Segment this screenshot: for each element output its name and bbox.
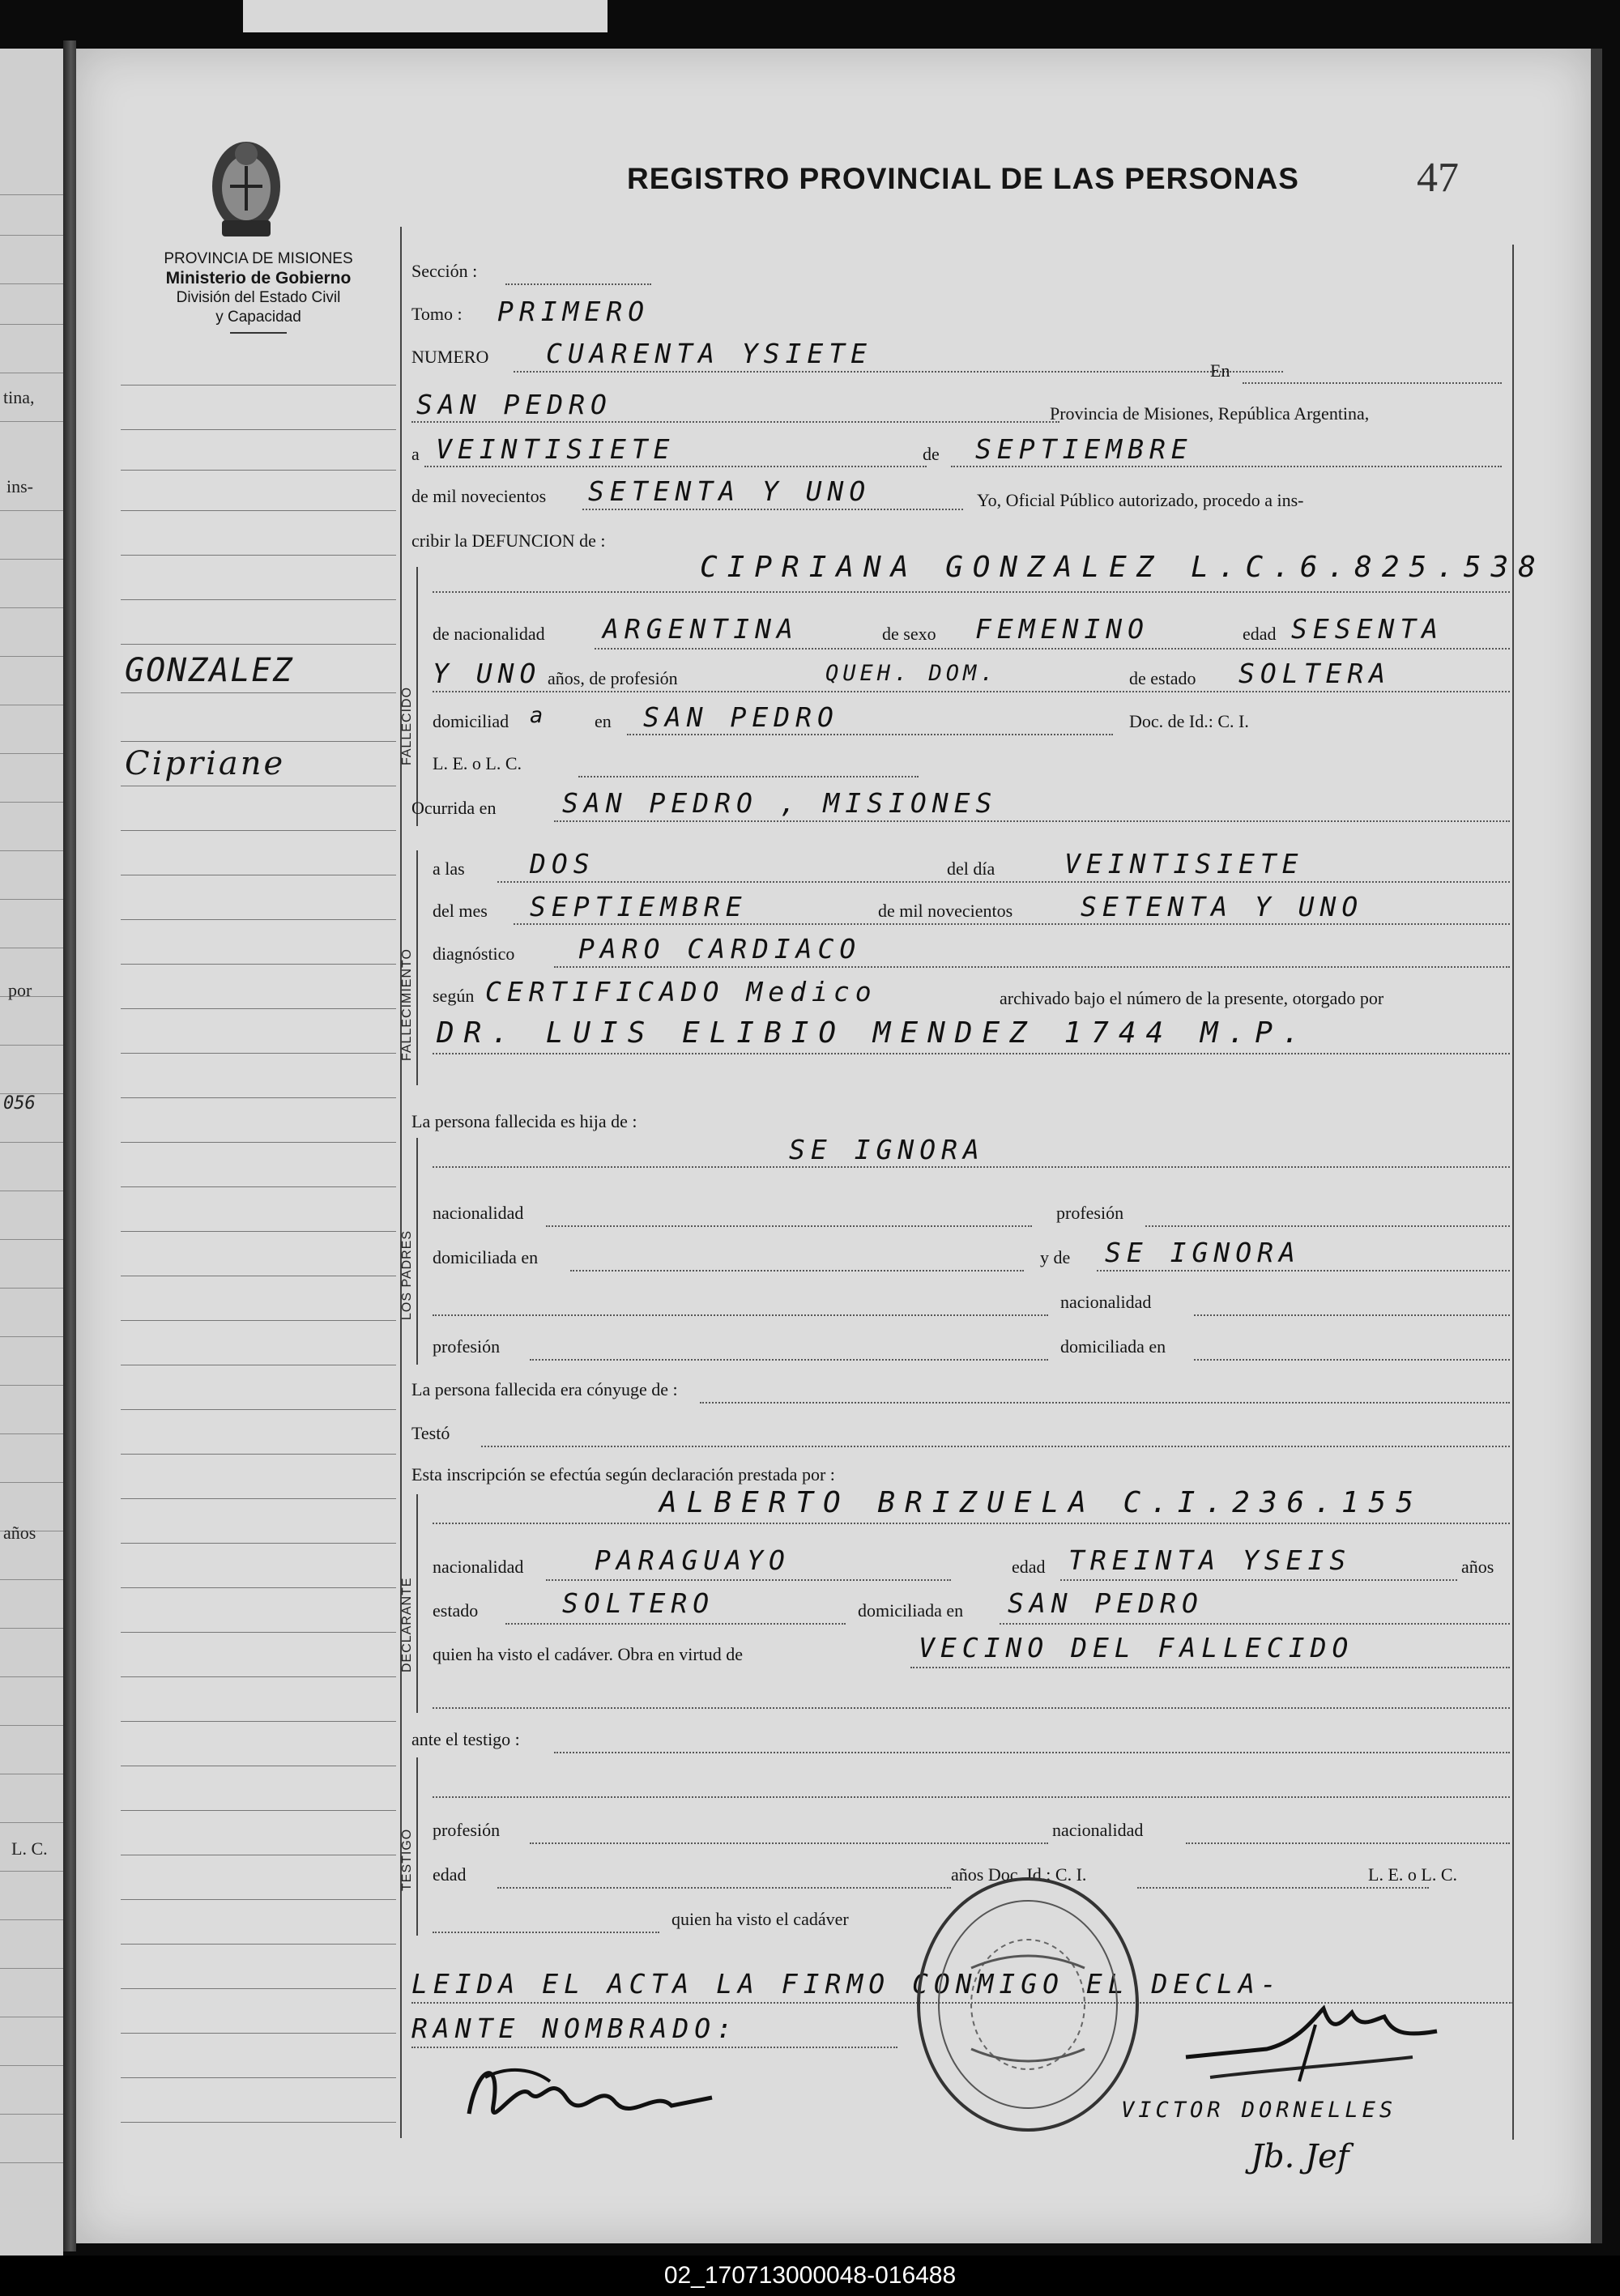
deceased-name: CIPRIANA GONZALEZ L.C.6.825.538 (700, 551, 1545, 584)
testigo-nacionalidad-label: nacionalidad (1052, 1820, 1144, 1840)
name-line (433, 591, 1510, 593)
visto-line (910, 1667, 1510, 1668)
edad-value-2: Y UNO (433, 658, 542, 689)
domicilio-value: SAN PEDRO (643, 701, 839, 733)
padre-value: SE IGNORA (789, 1134, 985, 1165)
declarante-estado-value: SOLTERO (562, 1587, 715, 1619)
declarante-nacionalidad-line (546, 1579, 951, 1581)
doc-label: Doc. de Id.: C. I. (1129, 711, 1249, 731)
numero-line (514, 371, 1283, 373)
estado-value: SOLTERA (1238, 658, 1392, 689)
madre-domicilio-label: domiciliada en (1060, 1336, 1166, 1357)
madre-profesion-line (530, 1359, 1048, 1361)
diagnostico-value: PARO CARDIACO (578, 933, 862, 965)
testo-line (481, 1446, 1510, 1447)
declarante-anos-label: años (1461, 1557, 1494, 1577)
margin-given-name: Cipriane (125, 745, 286, 782)
testigo-name-line (433, 1796, 1510, 1798)
place-value: SAN PEDRO (416, 389, 612, 420)
testigo-profesion-line (530, 1842, 1048, 1844)
testigo-bar (416, 1757, 418, 1936)
de-label: de (923, 444, 940, 464)
testigo-section-label: TESTIGO (400, 1828, 414, 1891)
margin-column (76, 49, 400, 2243)
padre-domicilio-line (570, 1270, 1024, 1272)
a-label: a (411, 444, 420, 464)
ministry-heading (121, 249, 396, 334)
page-title: REGISTRO PROVINCIAL DE LAS PERSONAS (627, 162, 1299, 195)
madre-profesion-label: profesión (433, 1336, 501, 1357)
seccion-line (505, 283, 651, 285)
tomo-label: Tomo : (411, 304, 463, 324)
en-label: En (1210, 360, 1230, 381)
padres-bar (416, 1138, 418, 1365)
official-signature (1178, 2000, 1445, 2098)
page-number: 47 (1417, 155, 1459, 201)
day-line (424, 466, 927, 467)
prev-fragment: ins- (6, 476, 33, 496)
segun-value: CERTIFICADO Medico (485, 976, 877, 1007)
testigo-doc-line (1137, 1887, 1429, 1889)
closing-line-2: RANTE NOMBRADO: (411, 2013, 739, 2044)
closing-line-2-rule (411, 2047, 897, 2048)
form-right-border (1512, 245, 1514, 2140)
mil-label-2: de mil novecientos (878, 901, 1013, 921)
testigo-visto-label: quien ha visto el cadáver (671, 1909, 849, 1929)
coat-of-arms-icon (202, 130, 291, 259)
ante-testigo-label: ante el testigo : (411, 1729, 520, 1749)
le-line (578, 776, 919, 777)
conyuge-line (700, 1402, 1510, 1404)
declarante-estado-label: estado (433, 1600, 479, 1621)
declarante-section-label: DECLARANTE (400, 1577, 414, 1672)
declarante-edad-label: edad (1012, 1557, 1046, 1577)
declarante-nacionalidad-value: PARAGUAYO (595, 1544, 791, 1576)
testigo-doc-label: años Doc. Id.: C. I. (951, 1864, 1087, 1885)
nacionalidad-value: ARGENTINA (603, 613, 799, 645)
month-value: SEPTIEMBRE (975, 433, 1193, 465)
official-seal-stamp (910, 1871, 1145, 2138)
domiciliado-label: domiciliad (433, 711, 509, 731)
declarant-signature (461, 2049, 720, 2138)
en-line (1243, 382, 1502, 384)
le-label: L. E. o L. C. (433, 753, 522, 773)
mes-label: del mes (433, 901, 488, 921)
declaracion-label: Esta inscripción se efectúa según declaración prestada por : (411, 1464, 835, 1485)
margin-surname: GONZALEZ (125, 652, 294, 689)
domicilio-line (627, 734, 1113, 735)
segun-label: según (433, 986, 475, 1006)
madre-value: SE IGNORA (1105, 1237, 1301, 1268)
fallecimiento-section-label: FALLECIMIENTO (400, 948, 414, 1061)
adjacent-page-edge (243, 0, 608, 32)
padre-profesion-line (1145, 1225, 1510, 1227)
padre-nacionalidad-line (546, 1225, 1032, 1227)
declarante-extra-line (433, 1707, 1510, 1709)
image-code-footer: 02_170713000048-016488 (0, 2256, 1620, 2296)
ante-testigo-line (554, 1752, 1510, 1753)
medico-line (433, 1053, 1510, 1054)
edad-value-1: SESENTA (1291, 613, 1444, 645)
fallecimiento-bar (416, 850, 418, 1085)
prev-fragment: tina, (3, 387, 35, 407)
conyuge-label: La persona fallecida era cónyuge de : (411, 1379, 678, 1399)
anio-value: SETENTA Y UNO (1081, 891, 1364, 922)
padre-profesion-label: profesión (1056, 1203, 1124, 1223)
profesion-line (433, 691, 1510, 692)
padre-line (433, 1166, 1510, 1168)
ministry-name: Ministerio de Gobierno (165, 269, 352, 288)
hora-value: DOS (530, 848, 595, 880)
oficial-text: Yo, Oficial Público autorizado, procedo a ins- (977, 490, 1304, 510)
sexo-label: de sexo (882, 624, 936, 644)
declarante-edad-value: TREINTA YSEIS (1068, 1544, 1352, 1576)
prev-fragment: 056 (3, 1093, 36, 1114)
edad-label: edad (1243, 624, 1277, 644)
declarante-domicilio-label: domiciliada en (858, 1600, 964, 1621)
declarante-edad-line (1060, 1579, 1457, 1581)
padre-domicilio-label: domiciliada en (433, 1247, 539, 1267)
ocurrida-label: Ocurrida en (411, 798, 497, 818)
testigo-visto-line (433, 1932, 659, 1933)
en-label-2: en (595, 711, 612, 731)
fallecido-bar (416, 567, 418, 826)
fallecido-section-label: FALLECIDO (400, 686, 414, 765)
alas-label: a las (433, 858, 465, 879)
prev-fragment: años (3, 1523, 36, 1543)
mes-line (514, 923, 1510, 925)
division-capacity: y Capacidad (215, 309, 301, 326)
ocurrida-line (554, 820, 1510, 822)
inscribir-text: cribir la DEFUNCION de : (411, 530, 606, 551)
diagnostico-label: diagnóstico (433, 944, 515, 964)
estado-label: de estado (1129, 668, 1196, 688)
year-value: SETENTA Y UNO (588, 475, 872, 507)
seccion-label: Sección : (411, 261, 478, 281)
anos-profesion-label: años, de profesión (548, 668, 678, 688)
dia-value: VEINTISIETE (1064, 848, 1304, 880)
domiciliado-suffix: a (530, 703, 548, 728)
visto-label: quien ha visto el cadáver. Obra en virtud de (433, 1644, 744, 1664)
sexo-value: FEMENINO (975, 613, 1149, 645)
hija-label: La persona fallecida es hija de : (411, 1111, 637, 1131)
ocurrida-value: SAN PEDRO , MISIONES (562, 787, 998, 819)
madre-nacionalidad-line (433, 1314, 1048, 1316)
previous-page-strip (0, 49, 63, 2256)
yde-label: y de (1040, 1247, 1071, 1267)
numero-label: NUMERO (411, 347, 489, 367)
declarante-name-line (433, 1523, 1510, 1524)
testo-label: Testó (411, 1423, 450, 1443)
provincia-text: Provincia de Misiones, República Argentina, (1050, 403, 1370, 424)
declarante-domicilio-value: SAN PEDRO (1008, 1587, 1204, 1619)
place-line (411, 421, 1059, 423)
day-value: VEINTISIETE (436, 433, 676, 465)
madre-line (1097, 1270, 1510, 1272)
province-name: PROVINCIA DE MISIONES (164, 250, 353, 267)
prev-fragment: L. C. (11, 1838, 48, 1859)
testigo-profesion-label: profesión (433, 1820, 501, 1840)
month-line (951, 466, 1502, 467)
medico-value: DR. LUIS ELIBIO MENDEZ 1744 M.P. (437, 1016, 1310, 1050)
archivado-text: archivado bajo el número de la presente, otorgado por (1000, 988, 1384, 1008)
prev-fragment: por (8, 980, 32, 1000)
testigo-nacionalidad-line (1186, 1842, 1510, 1844)
numero-value: CUARENTA YSIETE (546, 338, 873, 369)
declarante-bar (416, 1494, 418, 1713)
madre-nacionalidad-label: nacionalidad (1060, 1292, 1152, 1312)
testigo-edad-line (497, 1887, 951, 1889)
profesion-value: QUEH. DOM. (825, 661, 998, 686)
declarante-nacionalidad-label: nacionalidad (433, 1557, 524, 1577)
book-binding (63, 40, 76, 2251)
madre-nacionalidad-line-2 (1194, 1314, 1510, 1316)
nacionalidad-line (595, 648, 1510, 650)
testigo-edad-label: edad (433, 1864, 467, 1885)
mil-label: de mil novecientos (411, 486, 547, 506)
dia-line (497, 881, 1510, 883)
declarante-domicilio-line (1000, 1623, 1510, 1625)
padre-nacionalidad-label: nacionalidad (433, 1203, 524, 1223)
closing-line-1: LEIDA EL ACTA LA FIRMO CONMIGO EL DECLA- (411, 1968, 1282, 2000)
diagnostico-line (554, 966, 1510, 968)
padres-section-label: LOS PADRES (400, 1229, 414, 1320)
tomo-value: PRIMERO (497, 296, 650, 327)
official-name: VICTOR DORNELLES (1121, 2098, 1397, 2123)
register-page (76, 49, 1602, 2243)
testigo-le-label: L. E. o L. C. (1368, 1864, 1457, 1885)
division-name: División del Estado Civil (176, 289, 341, 306)
nacionalidad-label: de nacionalidad (433, 624, 545, 644)
madre-domicilio-line (1194, 1359, 1510, 1361)
mes-value: SEPTIEMBRE (530, 891, 748, 922)
official-title: Jb. Jef (1251, 2138, 1349, 2175)
declarante-name: ALBERTO BRIZUELA C.I.236.155 (659, 1486, 1423, 1519)
declarante-estado-line (505, 1623, 846, 1625)
dia-label: del día (947, 858, 995, 879)
visto-value: VECINO DEL FALLECIDO (919, 1632, 1354, 1663)
year-line (582, 509, 963, 510)
